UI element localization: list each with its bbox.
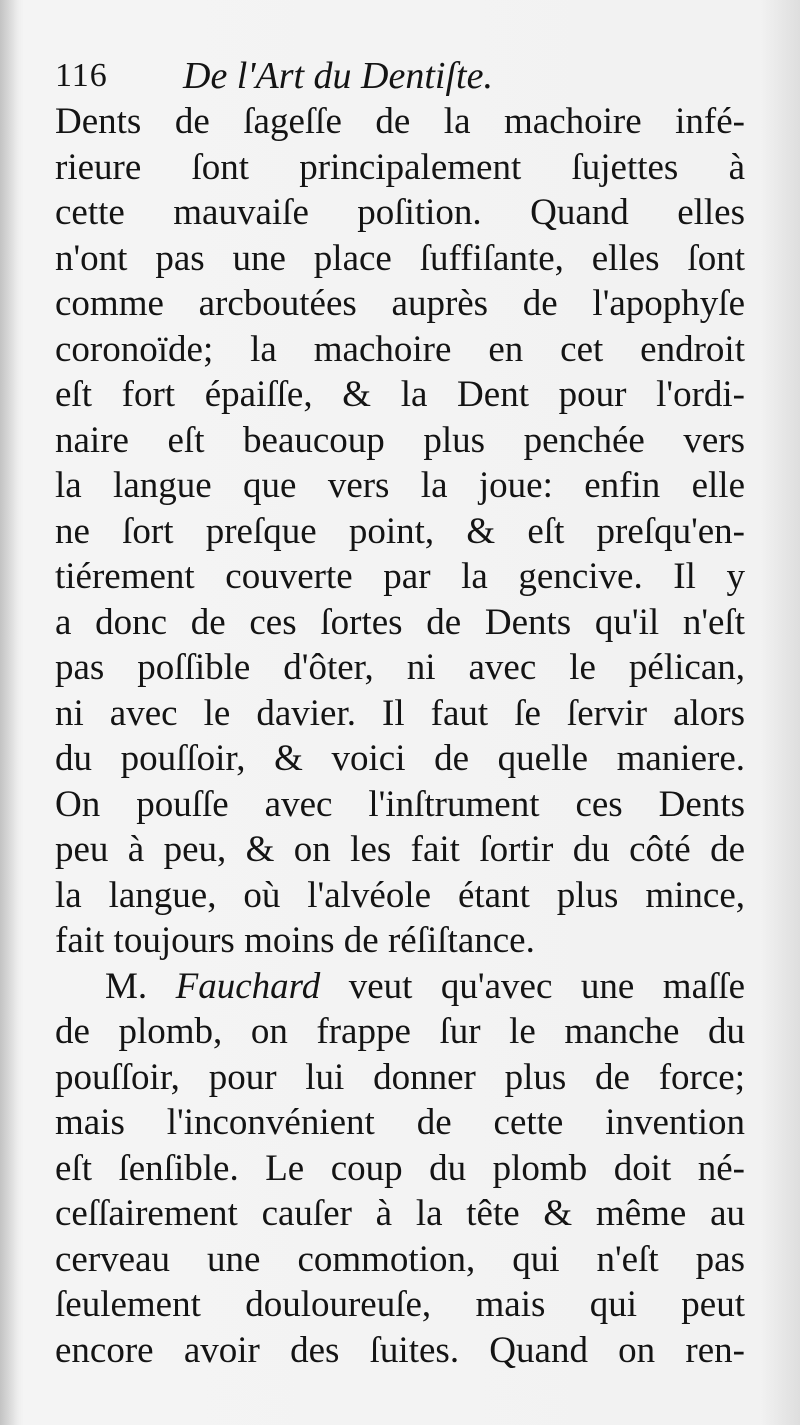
- text-line: pas poſſible d'ôter, ni avec le pélican,: [55, 647, 745, 688]
- text-line: rieure ſont principalement ſujettes à: [55, 146, 745, 188]
- author-prefix: M.: [105, 965, 176, 1007]
- text-line: ne ſort preſque point, & eſt preſqu'en-: [55, 510, 745, 552]
- text-line: mais l'inconvénient de cette invention: [55, 1102, 745, 1143]
- text-line: ni avec le davier. Il faut ſe ſervir alors: [55, 692, 745, 734]
- paragraph-last-line: fait toujours moins de réſiſtance.: [55, 920, 535, 961]
- gutter-shadow: [0, 0, 24, 1425]
- text-line: n'ont pas une place ſuffiſante, elles ſont: [55, 237, 745, 279]
- text-line: naire eſt beaucoup plus penchée vers: [55, 419, 745, 461]
- text-line: ſeulement douloureuſe, mais qui peut: [55, 1284, 745, 1325]
- text-line: cerveau une commotion, qui n'eſt pas: [55, 1238, 745, 1280]
- line-remainder: veut qu'avec une maſſe: [320, 965, 745, 1007]
- text-line: encore avoir des ſuites. Quand on ren-: [55, 1329, 745, 1371]
- text-line: la langue, où l'alvéole étant plus mince,: [55, 874, 745, 916]
- text-line: de plomb, on frappe ſur le manche du: [55, 1011, 745, 1052]
- text-line: pouſſoir, pour lui donner plus de force;: [55, 1056, 745, 1098]
- text-line: comme arcboutées auprès de l'apophyſe: [55, 283, 745, 324]
- text-line: a donc de ces ſortes de Dents qu'il n'eſt: [55, 601, 745, 643]
- text-line: tiérement couverte par la gencive. Il y: [55, 556, 745, 597]
- paragraph-first-line: [55, 964, 745, 1010]
- page-header: [55, 50, 755, 102]
- text-line: peu à peu, & on les fait ſortir du côté de: [55, 829, 745, 870]
- page-number: 116: [55, 57, 108, 94]
- text-line: eſt fort épaiſſe, & la Dent pour l'ordi-: [55, 374, 745, 415]
- text-line: cette mauvaiſe poſition. Quand elles: [55, 192, 745, 233]
- text-line: Dents de ſageſſe de la machoire infé-: [55, 101, 745, 142]
- text-line: la langue que vers la joue: enfin elle: [55, 465, 745, 506]
- text-line: On pouſſe avec l'inſtrument ces Dents: [55, 783, 745, 825]
- running-title: De l'Art du Dentiſte.: [183, 55, 493, 97]
- text-line: eſt ſenſible. Le coup du plomb doit né-: [55, 1147, 745, 1189]
- author-name: Fauchard: [175, 965, 321, 1007]
- text-line: du pouſſoir, & voici de quelle maniere.: [55, 738, 745, 779]
- body-text: [55, 99, 745, 1373]
- text-line: ceſſairement cauſer à la tête & même au: [55, 1193, 745, 1234]
- text-line: coronoïde; la machoire en cet endroit: [55, 328, 745, 370]
